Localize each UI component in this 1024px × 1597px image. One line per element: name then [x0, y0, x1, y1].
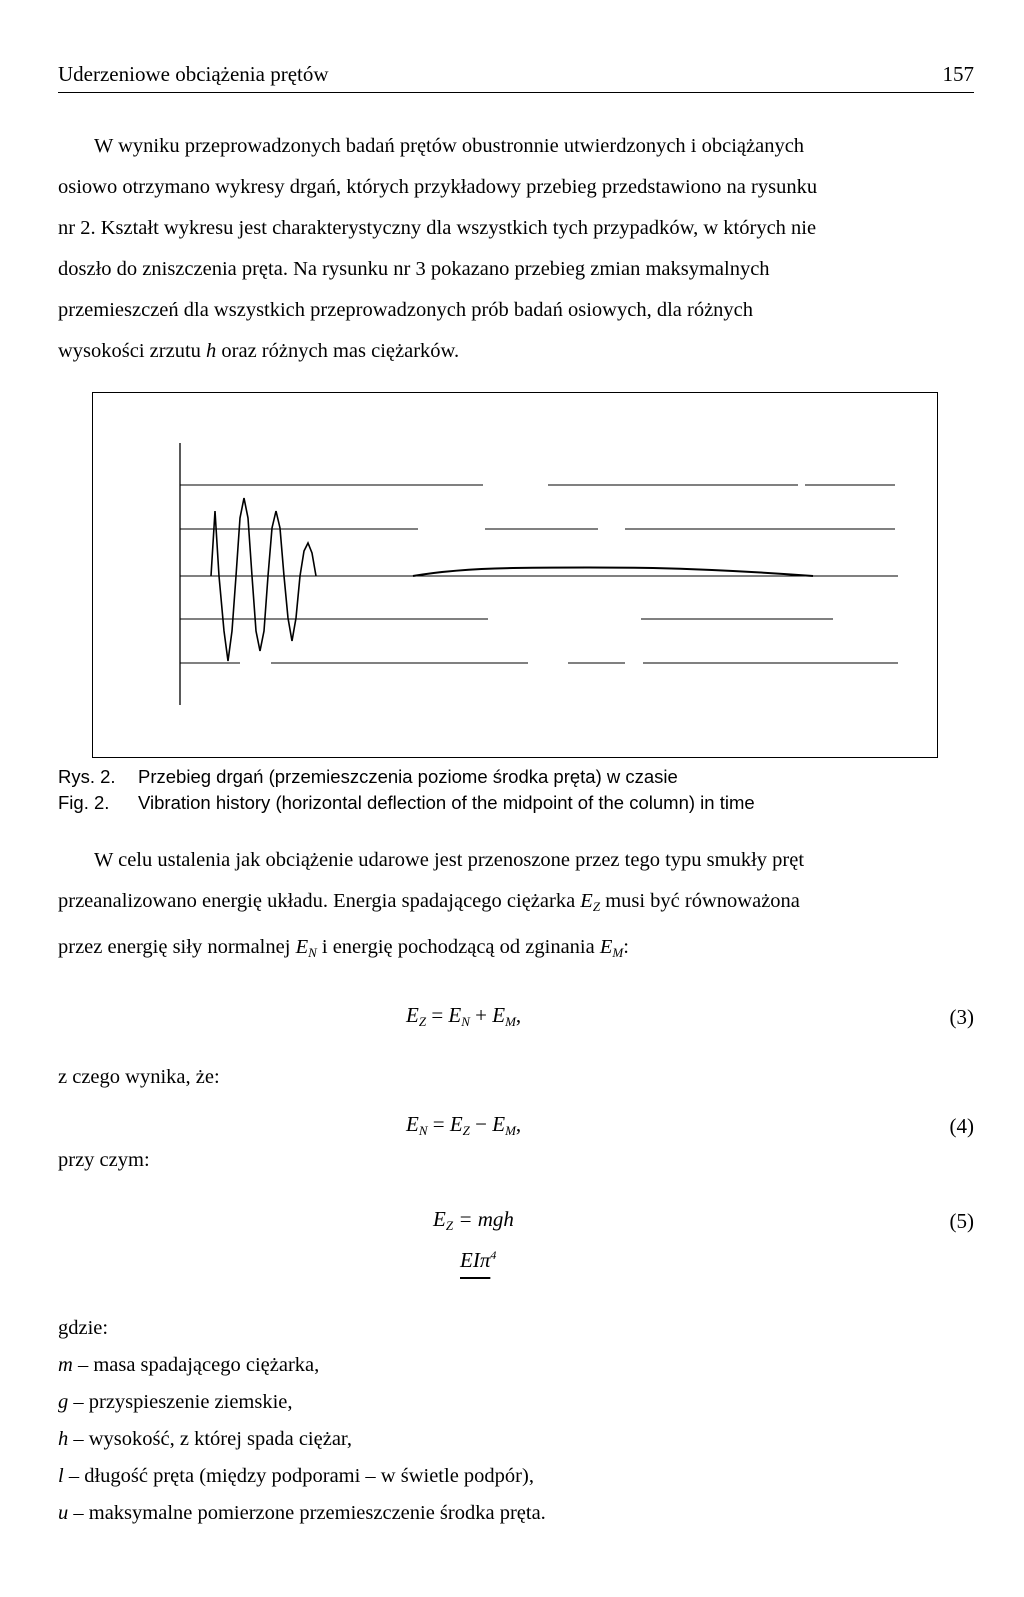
vibration-plot [93, 393, 939, 759]
paragraph-line: przeanalizowano energię układu. Energia spadającego ciężarka $E_Z$ musi być równoważona [58, 890, 800, 914]
caption-text: Vibration history (horizontal deflection of the midpoint of the column) in time [138, 792, 755, 813]
vibration-figure [92, 392, 938, 758]
paragraph-line: W wyniku przeprowadzonych badań prętów obustronnie utwierdzonych i obciążanych [94, 135, 805, 157]
definition-item: u – maksymalne pomierzone przemieszczenie środka pręta. [58, 1502, 546, 1524]
caption-label: Fig. 2. [58, 792, 110, 813]
equation-number-4: (4) [949, 1114, 974, 1138]
paragraph-2 [58, 840, 974, 973]
figure-caption-pl [58, 766, 678, 788]
equation-3: $E_Z = E_N + E_M$, [406, 1003, 522, 1029]
paragraph-line: doszło do zniszczenia pręta. Na rysunku nr 3 pokazano przebieg zmian maksymalnych [58, 258, 770, 280]
paragraph-line: wysokości zrzutu h oraz różnych mas ciężarków. [58, 340, 460, 362]
lead-text-1: z czego wynika, że: [58, 1066, 220, 1088]
equation-number-5: (5) [949, 1209, 974, 1233]
paragraph-line: osiowo otrzymano wykresy drgań, których przykładowy przebieg przedstawiono na rysunku [58, 176, 818, 198]
caption-label: Rys. 2. [58, 766, 116, 787]
definitions-intro: gdzie: [58, 1317, 109, 1339]
running-header [58, 60, 974, 93]
paragraph-line: przemieszczeń dla wszystkich przeprowadzonych prób badań osiowych, dla różnych [58, 299, 754, 321]
running-title: Uderzeniowe obciążenia prętów [58, 62, 329, 86]
definition-item: m – masa spadającego ciężarka, [58, 1354, 320, 1376]
vibration-trace [211, 498, 316, 661]
equation-5: $E_Z$ = mgh [433, 1207, 514, 1233]
paragraph-line: nr 2. Kształt wykresu jest charakterystyczny dla wszystkich tych przypadków, w których nie [58, 217, 817, 239]
paragraph-1 [58, 126, 974, 372]
paragraph-line: W celu ustalenia jak obciążenie udarowe jest przenoszone przez tego typu smukły pręt [94, 849, 805, 871]
definition-item: h – wysokość, z której spada ciężar, [58, 1428, 353, 1450]
figure-caption-en [58, 792, 755, 814]
definition-item: g – przyspieszenie ziemskie, [58, 1391, 293, 1413]
symbol-definitions [58, 1310, 546, 1532]
settled-response [413, 568, 813, 577]
fraction-fragment: EIπ$^4$ [460, 1248, 497, 1272]
definition-item: l – długość pręta (między podporami – w świetle podpór), [58, 1465, 534, 1487]
paragraph-line: przez energię siły normalnej $E_N$ i energię pochodzącą od zginania $E_M$: [58, 936, 629, 960]
equation-number-3: (3) [949, 1005, 974, 1029]
page-number: 157 [942, 62, 974, 86]
lead-text-2: przy czym: [58, 1149, 150, 1171]
caption-text: Przebieg drgań (przemieszczenia poziome środka pręta) w czasie [138, 766, 678, 787]
equation-4: $E_N = E_Z - E_M$, [406, 1112, 522, 1138]
